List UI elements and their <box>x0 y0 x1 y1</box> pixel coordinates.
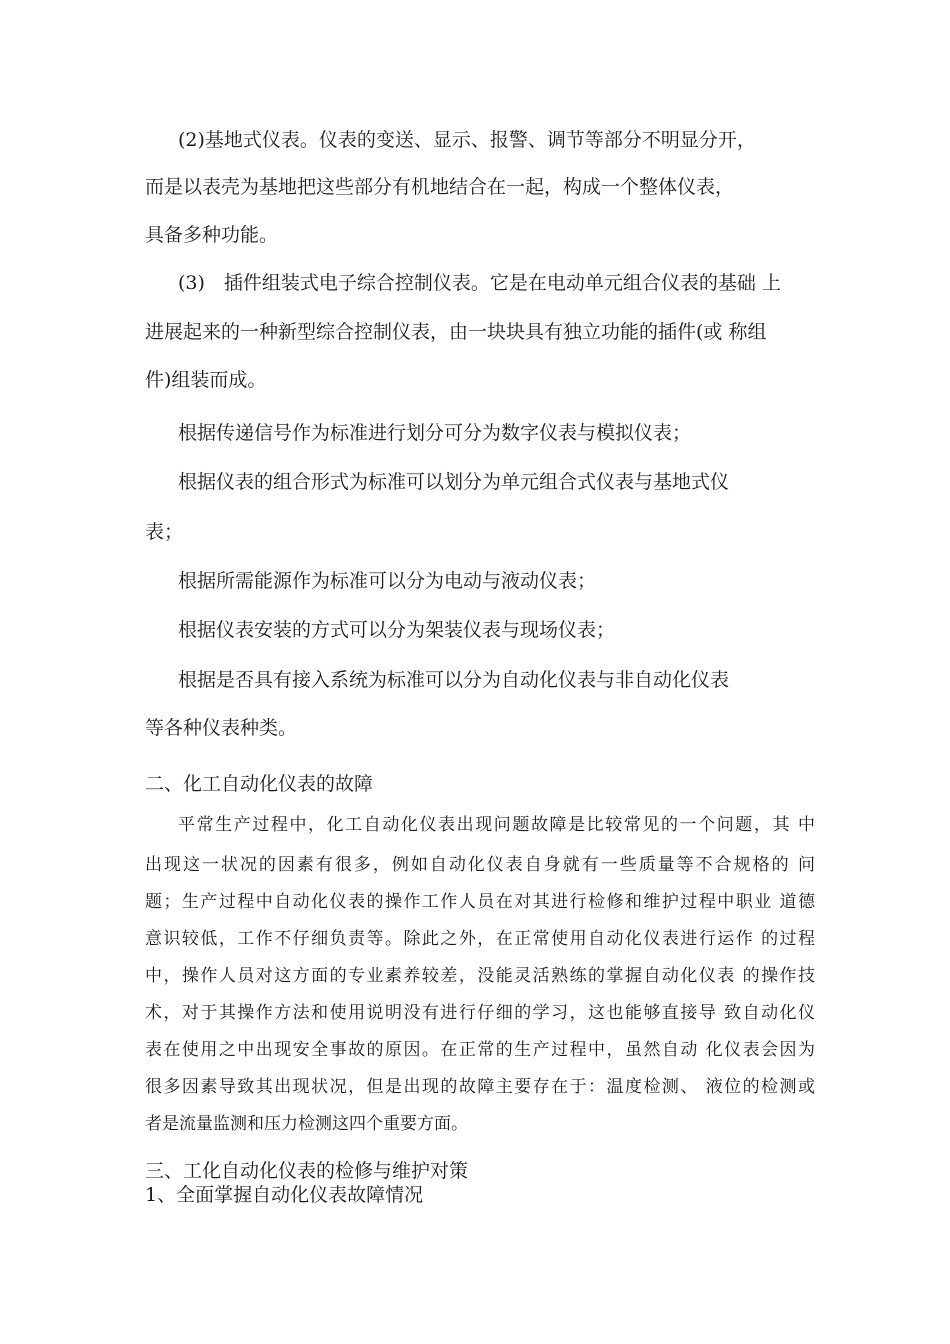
text-line: 中，操作人员对这方面的专业素养较差，没能灵活熟练的掌握自动化仪表 的操作技 <box>145 966 815 986</box>
text-line: 件)组装而成。 <box>145 369 267 391</box>
text-line: 具备多种功能。 <box>145 224 279 246</box>
text-line: 根据是否具有接入系统为标准可以分为自动化仪表与非自动化仪表 <box>178 669 730 691</box>
text-line: 根据所需能源作为标准可以分为电动与液动仪表； <box>178 570 597 592</box>
text-line: 很多因素导致其出现状况，但是出现的故障主要存在于：温度检测、 液位的检测或 <box>145 1077 815 1097</box>
text-line: 根据仪表的组合形式为标准可以划分为单元组合式仪表与基地式仪 <box>178 471 730 493</box>
text-line: 表在使用之中出现安全事故的原因。在正常的生产过程中，虽然自动 化仪表会因为 <box>145 1040 815 1060</box>
section-heading: 二、化工自动化仪表的故障 <box>145 773 374 795</box>
text-line: (2)基地式仪表。仪表的变送、显示、报警、调节等部分不明显分开， <box>178 129 756 151</box>
text-line: 根据传递信号作为标准进行划分可分为数字仪表与模拟仪表； <box>178 422 692 444</box>
text-line: 平常生产过程中，化工自动化仪表出现问题故障是比较常见的一个问题，其 中 <box>178 815 815 835</box>
text-line: 者是流量监测和压力检测这四个重要方面。 <box>145 1114 468 1134</box>
text-line: 而是以表壳为基地把这些部分有机地结合在一起，构成一个整体仪表， <box>145 176 735 198</box>
text-line: 表； <box>145 521 184 543</box>
subsection-heading: 1、全面掌握自动化仪表故障情况 <box>145 1184 424 1206</box>
text-line: (3) 插件组装式电子综合控制仪表。它是在电动单元组合仪表的基础 上 <box>178 272 781 294</box>
text-line: 题；生产过程中自动化仪表的操作工作人员在对其进行检修和维护过程中职业 道德 <box>145 892 815 912</box>
section-heading: 三、工化自动化仪表的检修与维护对策 <box>145 1160 469 1182</box>
text-line: 术，对于其操作方法和使用说明没有进行仔细的学习，这也能够直接导 致自动化仪 <box>145 1003 815 1023</box>
text-line: 意识较低，工作不仔细负责等。除此之外，在正常使用自动化仪表进行运作 的过程 <box>145 929 815 949</box>
text-line: 进展起来的一种新型综合控制仪表，由一块块具有独立功能的插件(或 称组 <box>145 321 767 343</box>
text-line: 等各种仪表种类。 <box>145 717 298 739</box>
text-line: 根据仪表安装的方式可以分为架装仪表与现场仪表； <box>178 619 616 641</box>
text-line: 出现这一状况的因素有很多，例如自动化仪表自身就有一些质量等不合规格的 问 <box>145 855 815 875</box>
